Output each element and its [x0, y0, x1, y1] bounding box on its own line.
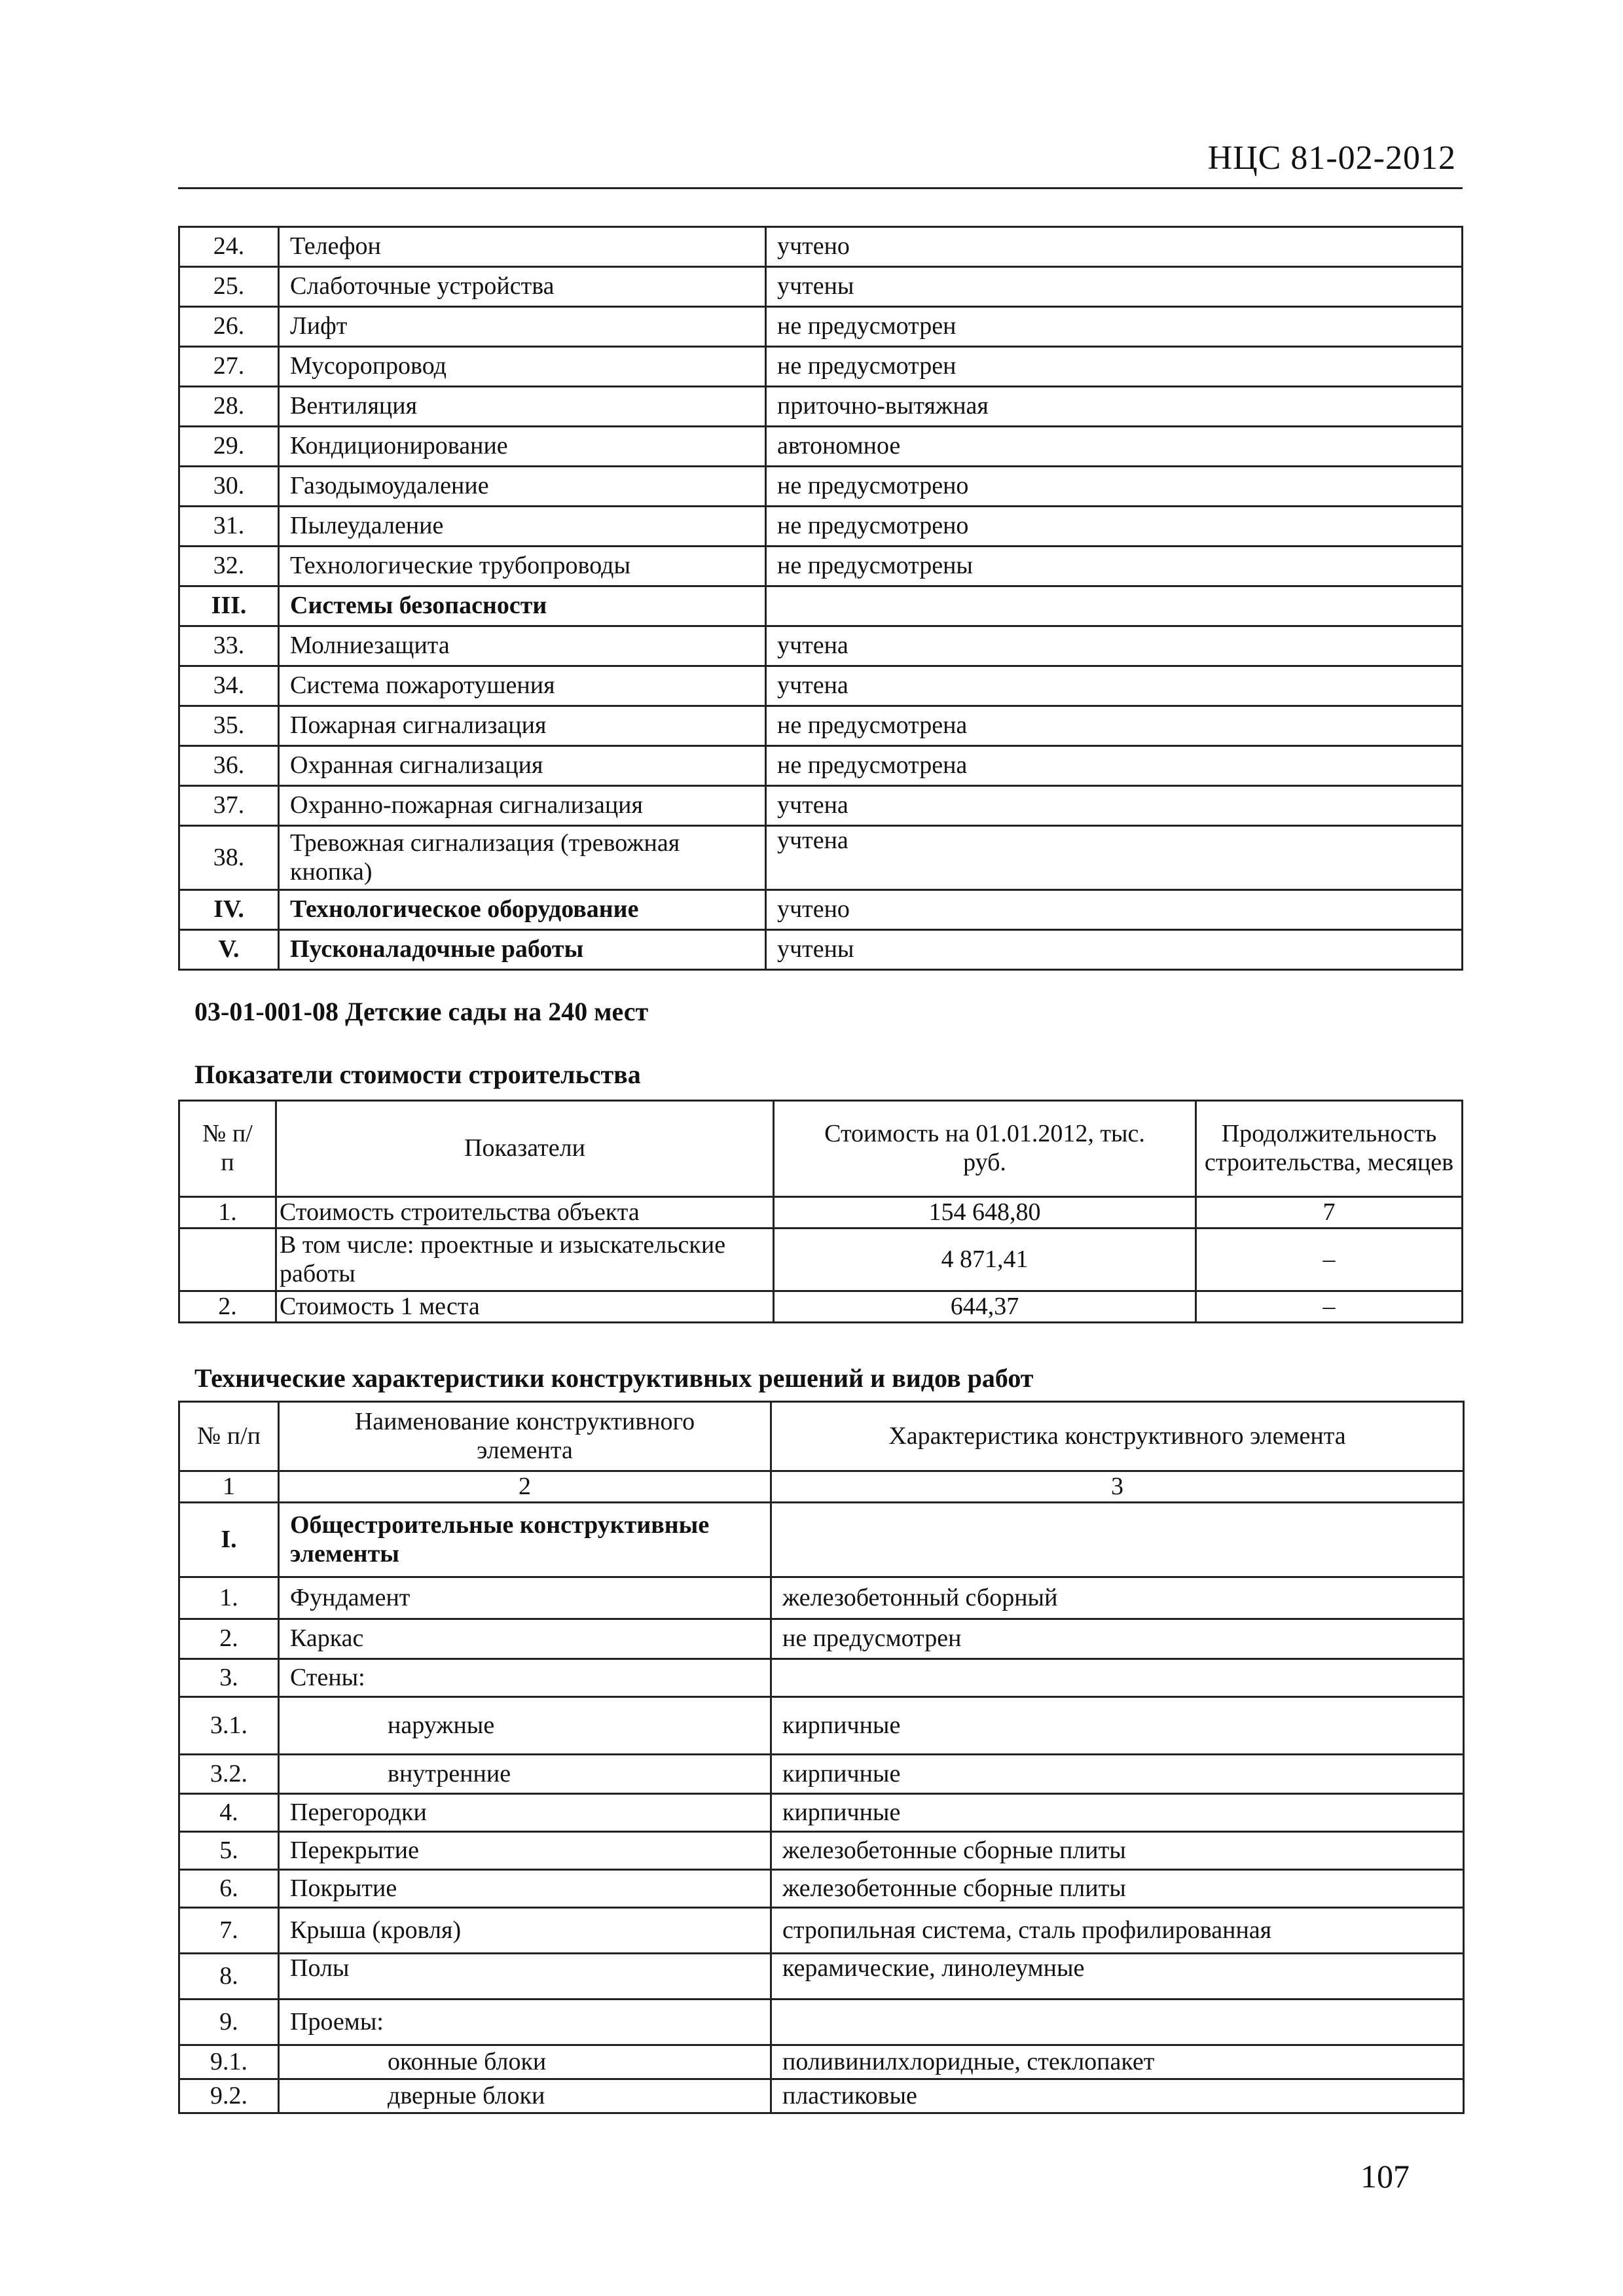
row-name: Системы безопасности	[279, 586, 766, 626]
row-number: 29.	[179, 427, 279, 467]
row-name: Охранная сигнализация	[279, 746, 766, 786]
row-number: 8.	[179, 1954, 279, 2000]
row-value: учтена	[766, 826, 1463, 890]
row-number: 24.	[179, 227, 279, 267]
element-row	[179, 1577, 1464, 1619]
row-number: 30.	[179, 467, 279, 507]
row-value: кирпичные	[771, 1697, 1464, 1755]
row-number: 5.	[179, 1832, 279, 1870]
cost-row-duration: –	[1196, 1229, 1463, 1291]
row-value: автономное	[766, 427, 1463, 467]
row-name: дверные блоки	[279, 2079, 771, 2113]
row-name: Технологические трубопроводы	[279, 547, 766, 586]
cost-row-cost: 644,37	[774, 1291, 1196, 1323]
row-number: I.	[179, 1503, 279, 1577]
systems-row	[179, 227, 1463, 267]
row-name: Перегородки	[279, 1794, 771, 1832]
row-number: 1.	[179, 1577, 279, 1619]
systems-row	[179, 626, 1463, 666]
header-num: № п/п	[179, 1101, 276, 1197]
row-name: наружные	[279, 1697, 771, 1755]
row-value: не предусмотрены	[766, 547, 1463, 586]
row-value: керамические, линолеумные	[771, 1954, 1464, 2000]
row-number: 25.	[179, 267, 279, 307]
row-name: Пожарная сигнализация	[279, 706, 766, 746]
header-cost: Стоимость на 01.01.2012, тыс. руб.	[774, 1101, 1196, 1197]
row-value: стропильная система, сталь профилированная	[771, 1908, 1464, 1954]
header-char: Характеристика конструктивного элемента	[771, 1402, 1464, 1471]
row-number: 37.	[179, 786, 279, 826]
row-value: железобетонные сборные плиты	[771, 1832, 1464, 1870]
row-number: 31.	[179, 507, 279, 547]
row-value: не предусмотрена	[766, 746, 1463, 786]
row-number: 9.	[179, 2000, 279, 2045]
element-row	[179, 1870, 1464, 1908]
row-value: кирпичные	[771, 1794, 1464, 1832]
systems-row	[179, 930, 1463, 970]
row-number: 36.	[179, 746, 279, 786]
row-name: Молниезащита	[279, 626, 766, 666]
row-value: учтено	[766, 890, 1463, 930]
cost-row-name: В том числе: проектные и изыскательские работы	[276, 1229, 774, 1291]
header-indicators: Показатели	[276, 1101, 774, 1197]
tech-table	[178, 1401, 1465, 2114]
row-number: 28.	[179, 387, 279, 427]
row-value: кирпичные	[771, 1755, 1464, 1794]
cost-table	[178, 1100, 1463, 1323]
row-value: учтена	[766, 786, 1463, 826]
row-value	[771, 1503, 1464, 1577]
row-value: учтены	[766, 930, 1463, 970]
row-number: 3.2.	[179, 1755, 279, 1794]
row-name: Мусоропровод	[279, 347, 766, 387]
systems-row	[179, 706, 1463, 746]
systems-row	[179, 507, 1463, 547]
row-value: не предусмотрен	[771, 1619, 1464, 1659]
row-number: 4.	[179, 1794, 279, 1832]
row-name: оконные блоки	[279, 2045, 771, 2079]
row-value	[771, 2000, 1464, 2045]
tech-title: Технические характеристики конструктивных решений и видов работ	[194, 1363, 1034, 1393]
row-number: 38.	[179, 826, 279, 890]
row-number: 35.	[179, 706, 279, 746]
row-number: 9.1.	[179, 2045, 279, 2079]
row-number: 26.	[179, 307, 279, 347]
cost-row-num: 2.	[179, 1291, 276, 1323]
page-header	[178, 137, 1463, 189]
systems-row	[179, 666, 1463, 706]
document-code: НЦС 81-02-2012	[1207, 139, 1456, 177]
row-value: не предусмотрено	[766, 467, 1463, 507]
row-number: V.	[179, 930, 279, 970]
section-title: 03-01-001-08 Детские сады на 240 мест	[194, 997, 649, 1026]
systems-table	[178, 226, 1463, 971]
row-value: не предусмотрена	[766, 706, 1463, 746]
row-name: Технологическое оборудование	[279, 890, 766, 930]
cost-row-cost: 154 648,80	[774, 1197, 1196, 1229]
element-row	[179, 1755, 1464, 1794]
row-value: не предусмотрен	[766, 347, 1463, 387]
col-number: 1	[179, 1471, 279, 1503]
header-num: № п/п	[179, 1402, 279, 1471]
row-value: учтены	[766, 267, 1463, 307]
cost-title: Показатели стоимости строительства	[194, 1060, 641, 1089]
row-name: Пылеудаление	[279, 507, 766, 547]
row-number: 32.	[179, 547, 279, 586]
cost-row-num	[179, 1229, 276, 1291]
element-row	[179, 2045, 1464, 2079]
cost-row-num: 1.	[179, 1197, 276, 1229]
row-name: Телефон	[279, 227, 766, 267]
systems-row	[179, 307, 1463, 347]
row-name: Газодымоудаление	[279, 467, 766, 507]
row-name: Лифт	[279, 307, 766, 347]
cost-row-cost: 4 871,41	[774, 1229, 1196, 1291]
row-name: Пусконаладочные работы	[279, 930, 766, 970]
row-value: приточно-вытяжная	[766, 387, 1463, 427]
row-name: Фундамент	[279, 1577, 771, 1619]
row-name: Крыша (кровля)	[279, 1908, 771, 1954]
row-number: 7.	[179, 1908, 279, 1954]
systems-row	[179, 427, 1463, 467]
systems-row	[179, 746, 1463, 786]
row-value: железобетонные сборные плиты	[771, 1870, 1464, 1908]
row-name: Стены:	[279, 1659, 771, 1697]
row-name: Тревожная сигнализация (тревожная кнопка)	[279, 826, 766, 890]
row-value: не предусмотрено	[766, 507, 1463, 547]
cost-row-name: Стоимость строительства объекта	[276, 1197, 774, 1229]
row-name: Система пожаротушения	[279, 666, 766, 706]
row-name: внутренние	[279, 1755, 771, 1794]
cost-row-name: Стоимость 1 места	[276, 1291, 774, 1323]
col-number: 2	[279, 1471, 771, 1503]
page-number: 107	[1360, 2158, 1410, 2195]
element-row	[179, 2000, 1464, 2045]
row-number: 2.	[179, 1619, 279, 1659]
row-value	[766, 586, 1463, 626]
row-number: 3.1.	[179, 1697, 279, 1755]
element-row	[179, 1954, 1464, 2000]
systems-row	[179, 267, 1463, 307]
row-value: поливинилхлоридные, стеклопакет	[771, 2045, 1464, 2079]
element-row	[179, 1794, 1464, 1832]
row-value: железобетонный сборный	[771, 1577, 1464, 1619]
systems-row	[179, 826, 1463, 890]
row-number: III.	[179, 586, 279, 626]
systems-row	[179, 890, 1463, 930]
row-name: Полы	[279, 1954, 771, 2000]
col-number: 3	[771, 1471, 1464, 1503]
row-value: учтено	[766, 227, 1463, 267]
header-name: Наименование конструктивного элемента	[279, 1402, 771, 1471]
row-value: пластиковые	[771, 2079, 1464, 2113]
systems-row	[179, 786, 1463, 826]
element-row	[179, 1697, 1464, 1755]
row-value: не предусмотрен	[766, 307, 1463, 347]
row-number: 9.2.	[179, 2079, 279, 2113]
row-number: 33.	[179, 626, 279, 666]
element-row	[179, 1659, 1464, 1697]
row-number: IV.	[179, 890, 279, 930]
systems-row	[179, 467, 1463, 507]
row-name: Кондиционирование	[279, 427, 766, 467]
row-name: Вентиляция	[279, 387, 766, 427]
row-name: Проемы:	[279, 2000, 771, 2045]
row-name: Покрытие	[279, 1870, 771, 1908]
systems-row	[179, 347, 1463, 387]
cost-row-duration: 7	[1196, 1197, 1463, 1229]
element-row	[179, 2079, 1464, 2113]
header-duration: Продолжительность строительства, месяцев	[1196, 1101, 1463, 1197]
row-name: Охранно-пожарная сигнализация	[279, 786, 766, 826]
element-row	[179, 1832, 1464, 1870]
row-name: Каркас	[279, 1619, 771, 1659]
systems-row	[179, 547, 1463, 586]
row-number: 27.	[179, 347, 279, 387]
row-name: Перекрытие	[279, 1832, 771, 1870]
row-value	[771, 1659, 1464, 1697]
row-value: учтена	[766, 666, 1463, 706]
element-row	[179, 1619, 1464, 1659]
systems-row	[179, 387, 1463, 427]
element-row	[179, 1503, 1464, 1577]
cost-row-duration: –	[1196, 1291, 1463, 1323]
systems-row	[179, 586, 1463, 626]
row-value: учтена	[766, 626, 1463, 666]
row-name: Слаботочные устройства	[279, 267, 766, 307]
row-number: 34.	[179, 666, 279, 706]
row-number: 6.	[179, 1870, 279, 1908]
row-number: 3.	[179, 1659, 279, 1697]
element-row	[179, 1908, 1464, 1954]
row-name: Общестроительные конструктивные элементы	[279, 1503, 771, 1577]
